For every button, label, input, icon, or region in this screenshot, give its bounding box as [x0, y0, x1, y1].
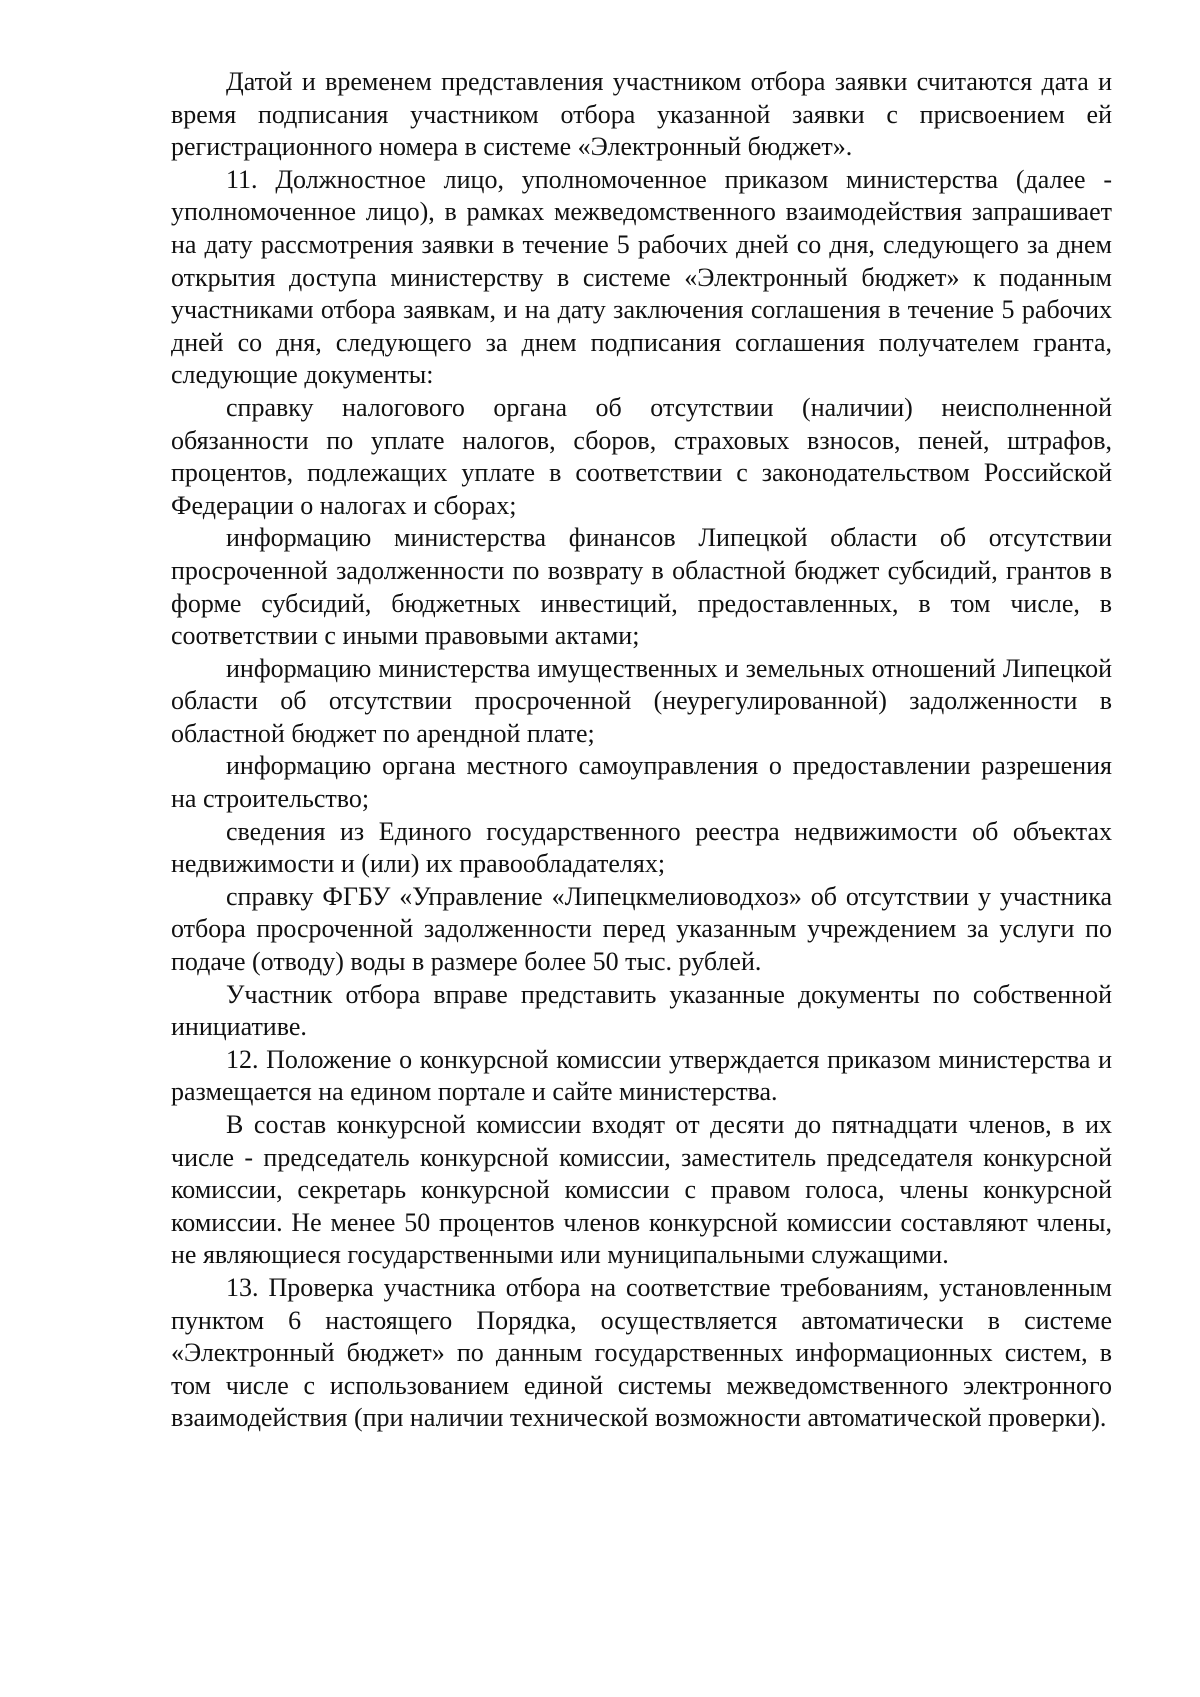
paragraph-13-participant-check: 13. Проверка участника отбора на соответствие требованиям, установленным пунктом 6 настоящего Порядка, осуществляется автоматически в системе «Электронный бюджет» по данным государственных информационных систем, в том числе с использованием единой системы межведомственного электронного взаимодействия (при наличии технической возможности автоматической проверки). — [171, 1272, 1112, 1433]
paragraph-11-official-request: 11. Должностное лицо, уполномоченное приказом министерства (далее - уполномоченное лицо), в рамках межведомственного взаимодействия запрашивает на дату рассмотрения заявки в течение 5 рабочих дней со дня, следующего за днем открытия доступа министерству в системе «Электронный бюджет» к поданным участниками отбора заявкам, и на дату заключения соглашения в течение 5 рабочих дней со дня, следующего за днем подписания соглашения получателем гранта, следующие документы: — [171, 164, 1112, 390]
paragraph-12-commission-regulation: 12. Положение о конкурсной комиссии утверждается приказом министерства и размещается на едином портале и сайте министерства. — [171, 1044, 1112, 1107]
paragraph-tax-certificate: справку налогового органа об отсутствии (наличии) неисполненной обязанности по уплате налогов, сборов, страховых взносов, пеней, штрафов, процентов, подлежащих уплате в соответствии с законодательством Российской Федерации о налогах и сборах; — [171, 392, 1112, 520]
paragraph-fgbu-certificate: справку ФГБУ «Управление «Липецкмелиоводхоз» об отсутствии у участника отбора просроченной задолженности перед указанным учреждением за услуги по подаче (отводу) воды в размере более 50 тыс. рублей. — [171, 881, 1112, 977]
paragraph-submission-date: Датой и временем представления участником отбора заявки считаются дата и время подписания участником отбора указанной заявки с присвоением ей регистрационного номера в системе «Электронный бюджет». — [171, 67, 1112, 162]
paragraph-real-estate-registry: сведения из Единого государственного реестра недвижимости об объектах недвижимости и (или) их правообладателях; — [171, 816, 1112, 879]
paragraph-own-initiative: Участник отбора вправе представить указанные документы по собственной инициативе. — [171, 979, 1112, 1042]
document-page — [171, 66, 1112, 1435]
paragraph-finance-ministry-info: информацию министерства финансов Липецкой области об отсутствии просроченной задолженности по возврату в областной бюджет субсидий, грантов в форме субсидий, бюджетных инвестиций, предоставленных, в том числе, в соответствии с иными правовыми актами; — [171, 523, 1112, 651]
paragraph-construction-permit-info: информацию органа местного самоуправления о предоставлении разрешения на строительство; — [171, 751, 1112, 814]
paragraph-property-ministry-info: информацию министерства имущественных и земельных отношений Липецкой области об отсутствии просроченной (неурегулированной) задолженности в областной бюджет по арендной плате; — [171, 653, 1112, 748]
paragraph-commission-composition: В состав конкурсной комиссии входят от десяти до пятнадцати членов, в их числе - председатель конкурсной комиссии, заместитель председателя конкурсной комиссии, секретарь конкурсной комиссии с правом голоса, члены конкурсной комиссии. Не менее 50 процентов членов конкурсной комиссии составляют члены, не являющиеся государственными или муниципальными служащими. — [171, 1110, 1112, 1270]
